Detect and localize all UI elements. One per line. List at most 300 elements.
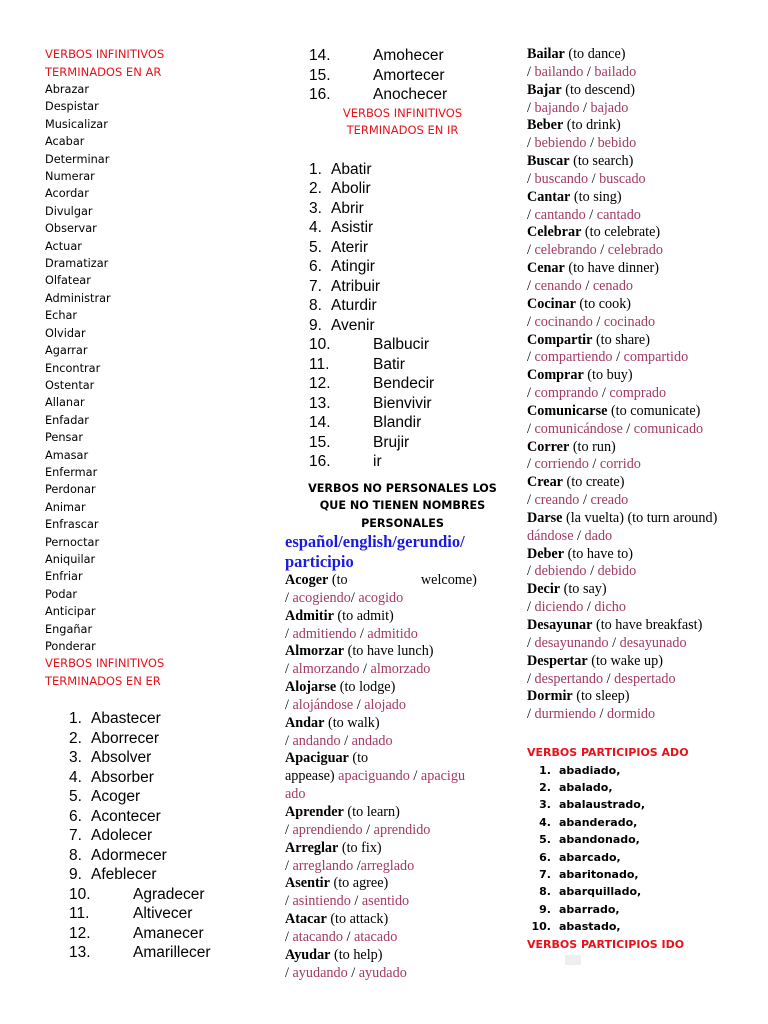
verb-gerund: aprendiendo: [292, 821, 363, 838]
verb-english: (to dance): [568, 46, 626, 62]
ado-item: [527, 762, 762, 779]
verb-participle: compartido: [623, 349, 689, 366]
verb-gerund: comunicándose: [534, 420, 623, 437]
ado-item: [527, 883, 762, 900]
verb-participle: alojado: [364, 696, 406, 713]
ar-verb: Anticipar: [45, 605, 96, 619]
verb-participle: asentido: [361, 893, 410, 910]
np-heading-line3: PERSONALES: [361, 516, 444, 530]
verb-spanish: Compartir: [527, 331, 593, 348]
item-text: Abrir: [331, 199, 364, 217]
verb-participle: cocinado: [603, 313, 656, 330]
item-number: 8.: [69, 846, 82, 864]
ar-verb: Enfadar: [45, 413, 89, 427]
item-text: abadiado,: [559, 763, 621, 777]
column-key-line2: participio: [285, 551, 354, 571]
item-number: 11.: [69, 905, 90, 923]
item-number: 13.: [69, 944, 91, 962]
verb-english: (to help): [334, 946, 383, 963]
verb-participle: bajado: [590, 99, 629, 116]
separator: /: [409, 768, 421, 785]
verb-entry: Beber (to drink) / bebiendo / bebido: [527, 117, 637, 152]
item-text: Absolver: [91, 749, 152, 767]
item-text: Altivecer: [133, 905, 193, 923]
item-text: Abolir: [331, 180, 371, 197]
list-item: [309, 46, 520, 66]
ar-verb: Despistar: [45, 100, 99, 114]
ir-heading-line1: VERBOS INFINITIVOS: [342, 105, 463, 120]
verb-spanish: Comunicarse: [527, 402, 608, 419]
verb-participle: despertado: [614, 670, 676, 687]
item-text: Atingir: [331, 258, 375, 275]
list-item: [309, 452, 520, 472]
list-item: [309, 394, 520, 414]
ado-item: [527, 796, 762, 813]
verb-gerund: arreglando: [292, 857, 354, 874]
verb-spanish: Atacar: [285, 911, 327, 928]
verb-participle: bailado: [594, 63, 637, 80]
list-item: [69, 924, 275, 944]
item-text: Balbucir: [373, 336, 429, 353]
verb-entry: Deber (to have to) / debiendo / debido: [527, 545, 637, 580]
verb-participle: ayudado: [358, 964, 407, 981]
item-number: 7.: [69, 827, 82, 845]
ar-verb: Enfermar: [45, 465, 98, 479]
list-item: [69, 787, 275, 807]
item-text: abarcado,: [559, 850, 621, 864]
verb-spanish: Cantar: [527, 188, 571, 205]
ir-heading-line2: TERMINADOS EN IR: [346, 123, 459, 137]
ado-item: [527, 901, 762, 918]
ar-verb: Dramatizar: [45, 257, 109, 271]
verb-gerund: dándose: [527, 527, 574, 544]
separator: /: [285, 732, 293, 749]
verb-participle: arreglado: [360, 857, 415, 874]
er-heading-line2: TERMINADOS EN ER: [45, 673, 161, 688]
ir-verb-list: [285, 160, 520, 472]
verb-english: (to lodge): [339, 679, 396, 696]
ado-item: [527, 779, 762, 796]
verb-entry: Decir (to say) / diciendo / dicho: [527, 581, 626, 616]
np-heading-line1: VERBOS NO PERSONALES LOS: [308, 481, 497, 495]
ado-item: [527, 918, 762, 935]
verb-gerund: despertando: [534, 670, 604, 687]
list-item: [309, 335, 520, 355]
item-number: 14.: [309, 47, 331, 64]
ar-verb-list: [45, 81, 275, 655]
verb-gerund: cocinando: [534, 313, 593, 330]
item-text: abanderado,: [559, 815, 638, 829]
ar-verb: Encontrar: [45, 361, 101, 375]
item-number: 12.: [69, 924, 91, 942]
ido-heading: VERBOS PARTICIPIOS IDO: [527, 937, 685, 951]
separator: /: [285, 928, 293, 945]
verb-gerund: desayunando: [534, 634, 609, 651]
item-number: 2.: [539, 780, 551, 794]
item-number: 1.: [69, 710, 82, 728]
item-number: 2.: [309, 180, 322, 197]
separator: /: [353, 696, 365, 713]
verb-english: (to celebrate): [584, 224, 661, 241]
verb-spanish: Crear: [527, 474, 563, 491]
list-item: [309, 433, 520, 453]
verb-entry: Buscar (to search) / buscando / buscado: [527, 153, 646, 187]
verb-entry: [285, 947, 520, 983]
ar-verb: Musicalizar: [45, 117, 108, 131]
item-number: 15.: [309, 433, 331, 451]
item-text: Aturdir: [331, 297, 377, 314]
list-item: [69, 748, 275, 768]
blank-mark: [565, 955, 581, 965]
ar-verb: Enfrascar: [45, 518, 99, 532]
verb-english: (to walk): [327, 714, 380, 731]
item-text: Asistir: [331, 219, 374, 236]
verb-spanish: Desayunar: [527, 617, 593, 633]
item-text: Blandir: [373, 414, 422, 431]
verb-participle-end: ado: [285, 786, 306, 803]
er-verb-list-continued: [285, 46, 520, 105]
verb-english-cont: appease): [285, 768, 339, 785]
item-number: 1.: [309, 160, 322, 178]
item-number: 9.: [309, 316, 322, 334]
separator: /: [350, 893, 362, 910]
ar-verb: Administrar: [45, 291, 111, 305]
item-text: abandonado,: [559, 833, 640, 847]
verb-participle: dicho: [594, 599, 626, 616]
verb-spanish: Deber: [527, 545, 565, 562]
verb-english: (to search): [573, 153, 634, 170]
verb-entry: [285, 679, 520, 715]
list-item: [309, 179, 520, 199]
verb-gerund: acogiendo: [292, 589, 351, 606]
verb-spanish: Almorzar: [285, 643, 345, 660]
verb-entry: [285, 643, 520, 679]
separator: /: [285, 964, 293, 981]
column-middle: [285, 0, 520, 982]
ar-verb: Animar: [45, 500, 86, 514]
list-item: [309, 316, 520, 336]
item-number: 9.: [69, 866, 82, 884]
verb-gerund: bebiendo: [534, 135, 587, 152]
ar-verb: Actuar: [45, 239, 82, 253]
verb-spanish: Celebrar: [527, 224, 582, 241]
verb-english: (to agree): [333, 875, 389, 892]
item-text: Adormecer: [91, 846, 167, 864]
list-item: [69, 768, 275, 788]
item-number: 10.: [69, 885, 91, 903]
item-text: Amanecer: [133, 924, 204, 942]
item-number: 16.: [309, 86, 331, 103]
ar-verb: Divulgar: [45, 204, 93, 218]
separator: /: [285, 857, 293, 874]
item-text: Atribuir: [331, 277, 381, 295]
verb-spanish: Arreglar: [285, 839, 339, 856]
separator: /: [342, 928, 354, 945]
verb-spanish: Ayudar: [285, 946, 331, 963]
separator: /: [340, 732, 352, 749]
list-item: [309, 238, 520, 258]
item-text: Amohecer: [373, 47, 444, 64]
er-verb-list: [45, 709, 275, 963]
verb-entry: Cantar (to sing) / cantando / cantado: [527, 188, 641, 223]
verb-entry: [285, 715, 520, 751]
ar-verb: Ostentar: [45, 378, 95, 392]
verb-entry: [285, 840, 520, 876]
verb-english: (to share): [595, 331, 650, 348]
verb-gerund: bailando: [534, 63, 584, 80]
verb-participle: comprado: [609, 385, 667, 402]
item-number: 8.: [539, 885, 551, 899]
ar-heading: [45, 46, 275, 81]
verb-entry: Comunicarse (to comunicate) / comunicándose / comunicado: [527, 402, 704, 437]
item-number: 7.: [539, 868, 551, 881]
ar-heading-line2: TERMINADOS EN AR: [45, 64, 162, 79]
np-heading-line2: QUE NO TIENEN NOMBRES: [319, 499, 486, 512]
ado-item: [527, 849, 762, 866]
item-number: 15.: [309, 66, 331, 84]
list-item: [69, 807, 275, 827]
separator: /: [285, 893, 293, 910]
list-item: [309, 413, 520, 433]
verb-gerund: admitiendo: [292, 625, 357, 642]
column-key-line1: español/english/gerundio/: [285, 532, 465, 551]
verb-participle: aprendido: [373, 821, 431, 838]
verb-participle: corrido: [599, 456, 641, 473]
verb-gerund: creando: [534, 492, 580, 509]
verb-gerund: durmiendo: [534, 706, 596, 723]
verb-english: (to sing): [573, 188, 622, 205]
item-number: 7.: [309, 277, 322, 295]
item-number: 10.: [309, 336, 331, 353]
verb-entry: [285, 875, 520, 911]
verb-entry: Apaciguar (to appease) apaciguando / apacigu ado: [285, 750, 466, 803]
item-number: 14.: [309, 414, 331, 431]
list-item: [309, 218, 520, 238]
verb-english: (to welcome): [331, 572, 477, 588]
separator: /: [285, 625, 293, 642]
item-text: Acoger: [91, 788, 141, 806]
separator: /: [285, 696, 293, 713]
item-text: Abatir: [331, 160, 372, 178]
item-number: 13.: [309, 394, 331, 412]
item-number: 3.: [309, 199, 322, 217]
column-key-heading: [285, 532, 520, 571]
verb-english: (to buy): [587, 367, 633, 384]
item-text: Agradecer: [133, 885, 205, 903]
verb-spanish: Cocinar: [527, 295, 576, 312]
item-text: Afeblecer: [91, 866, 157, 884]
ar-verb: Observar: [45, 222, 97, 236]
verb-participle: celebrado: [607, 242, 663, 259]
verb-gerund: diciendo: [534, 599, 584, 616]
verb-spanish: Darse: [527, 509, 563, 526]
item-text: Amarillecer: [133, 944, 211, 962]
ar-verb: Allanar: [45, 396, 85, 410]
verb-english: (to sleep): [576, 688, 630, 705]
verb-gerund: andando: [292, 732, 341, 749]
ar-verb: Engañar: [45, 622, 93, 636]
ado-list: [527, 762, 762, 936]
verb-entry: Cocinar (to cook) / cocinando / cocinado: [527, 295, 656, 330]
verb-participle: admitido: [367, 625, 418, 642]
verb-spanish: Decir: [527, 581, 561, 598]
list-item: [309, 66, 520, 86]
ado-heading: VERBOS PARTICIPIOS ADO: [527, 746, 689, 760]
item-text: Abastecer: [91, 710, 161, 728]
item-text: abalaustrado,: [559, 798, 646, 812]
verb-spanish: Comprar: [527, 367, 584, 384]
non-personal-heading: [285, 480, 520, 533]
item-text: Brujir: [373, 433, 410, 451]
list-item: [309, 355, 520, 375]
verb-spanish: Apaciguar: [285, 750, 349, 767]
verb-entry: [285, 572, 520, 608]
item-number: 4.: [309, 219, 322, 236]
verb-spanish: Beber: [527, 117, 564, 134]
verb-entry: Bajar (to descend) / bajando / bajado: [527, 81, 635, 116]
item-text: Aterir: [331, 238, 369, 256]
verb-participle: atacado: [353, 928, 398, 945]
separator: /: [362, 821, 374, 838]
item-text: abarrado,: [559, 902, 620, 916]
verb-spanish: Despertar: [527, 652, 588, 669]
verb-participle: dormido: [607, 706, 656, 723]
verb-english: (to learn): [347, 803, 400, 820]
verb-gerund: asintiendo: [292, 893, 351, 910]
verb-participle: almorzado: [370, 661, 431, 678]
item-number: 6.: [539, 850, 551, 864]
verb-participle: buscado: [599, 170, 646, 187]
list-item: [69, 943, 275, 963]
verb-entry: Bailar (to dance) / bailando / bailado: [527, 46, 637, 80]
item-text: abaritonado,: [559, 868, 639, 881]
item-text: Anochecer: [373, 86, 448, 103]
verb-gerund: atacando: [292, 928, 343, 945]
separator: /: [356, 625, 368, 642]
column-right: [527, 0, 762, 965]
verb-english: (to say): [563, 581, 607, 598]
ar-verb: Olvidar: [45, 326, 86, 340]
verb-entry: Comprar (to buy) / comprando / comprado: [527, 367, 667, 402]
ar-verb: Perdonar: [45, 483, 96, 497]
item-text: abalado,: [559, 780, 613, 794]
item-number: 3.: [69, 749, 82, 767]
verb-english: (to drink): [566, 117, 621, 134]
item-number: 6.: [309, 258, 322, 275]
item-text: Absorber: [91, 768, 154, 786]
list-item: [309, 296, 520, 316]
item-text: Batir: [373, 355, 405, 373]
ar-verb: Pensar: [45, 431, 83, 445]
list-item: [309, 257, 520, 277]
item-number: 5.: [69, 788, 82, 806]
verb-gerund: compartiendo: [534, 349, 613, 366]
verb-entry: Despertar (to wake up) / despertando / despertado: [527, 652, 676, 687]
verb-spanish: Acoger: [285, 572, 329, 588]
verb-english: (to create): [566, 474, 625, 491]
item-number: 3.: [539, 798, 551, 812]
ar-heading-line1: VERBOS INFINITIVOS: [45, 47, 165, 61]
verb-spanish: Buscar: [527, 153, 570, 170]
item-number: 4.: [69, 768, 82, 786]
verb-spanish: Cenar: [527, 260, 565, 277]
verb-english: (to have dinner): [568, 260, 659, 277]
item-number: 5.: [309, 238, 322, 256]
item-text: Bendecir: [373, 375, 435, 392]
verb-english: (to run): [572, 438, 616, 455]
ar-verb: Agarrar: [45, 344, 88, 358]
item-number: 9.: [539, 902, 551, 916]
er-heading: [45, 655, 275, 690]
item-text: Adolecer: [91, 827, 153, 845]
ar-verb: Determinar: [45, 152, 110, 166]
ado-item: [527, 866, 762, 883]
list-item: [309, 199, 520, 219]
item-text: Aborrecer: [91, 729, 160, 747]
verb-entry: [285, 608, 520, 644]
separator: /: [347, 964, 359, 981]
verb-gerund: almorzando: [292, 661, 360, 678]
item-number: 4.: [539, 815, 551, 829]
verb-entry: Celebrar (to celebrate) / celebrando / celebrado: [527, 224, 663, 259]
separator: /: [350, 589, 359, 606]
verb-spanish: Alojarse: [285, 679, 337, 696]
list-item: [69, 846, 275, 866]
item-text: ir: [373, 453, 382, 470]
verb-participle: comunicado: [633, 420, 704, 437]
separator: /: [285, 589, 293, 606]
item-number: 6.: [69, 807, 82, 825]
verb-participle: cenado: [592, 277, 634, 294]
verb-entry: Desayunar (to have breakfast) / desayunando / desayunado: [527, 617, 703, 651]
verb-english: (to fix): [341, 839, 382, 856]
verb-entry: [285, 804, 520, 840]
item-text: abarquillado,: [559, 885, 642, 899]
verb-gerund: bajando: [534, 99, 580, 116]
ar-verb: Pernoctar: [45, 535, 100, 549]
ado-item: [527, 814, 762, 831]
verb-entries-right: [527, 46, 762, 724]
separator: /: [359, 661, 371, 678]
list-item: [309, 160, 520, 180]
item-number: 12.: [309, 375, 331, 392]
verb-gerund: alojándose: [292, 696, 354, 713]
ar-verb: Enfriar: [45, 570, 83, 584]
verb-entry: Darse (la vuelta) (to turn around) dándose / dado: [527, 509, 718, 544]
verb-gerund: buscando: [534, 170, 589, 187]
verb-english: (to wake up): [591, 652, 663, 669]
verb-entries-middle: [285, 572, 520, 982]
item-text: Acontecer: [91, 807, 161, 825]
verb-entry: Dormir (to sleep) / durmiendo / dormido: [527, 688, 656, 723]
list-item: [69, 885, 275, 905]
separator: /: [285, 821, 293, 838]
verb-gerund: ayudando: [292, 964, 348, 981]
ar-verb: Amasar: [45, 448, 89, 462]
verb-english: (to have lunch): [347, 643, 434, 660]
item-number: 11.: [309, 355, 330, 373]
verb-english: (to have breakfast): [595, 617, 703, 633]
verb-participle: desayunado: [619, 634, 687, 651]
verb-participle: andado: [351, 732, 393, 749]
verb-participle: cantado: [596, 206, 641, 223]
verb-spanish: Correr: [527, 438, 570, 455]
verb-participle: dado: [584, 527, 613, 544]
verb-spanish: Bailar: [527, 46, 565, 62]
ar-verb: Echar: [45, 309, 78, 323]
verb-english: (to admit): [337, 607, 394, 624]
item-number: 1.: [539, 763, 551, 777]
